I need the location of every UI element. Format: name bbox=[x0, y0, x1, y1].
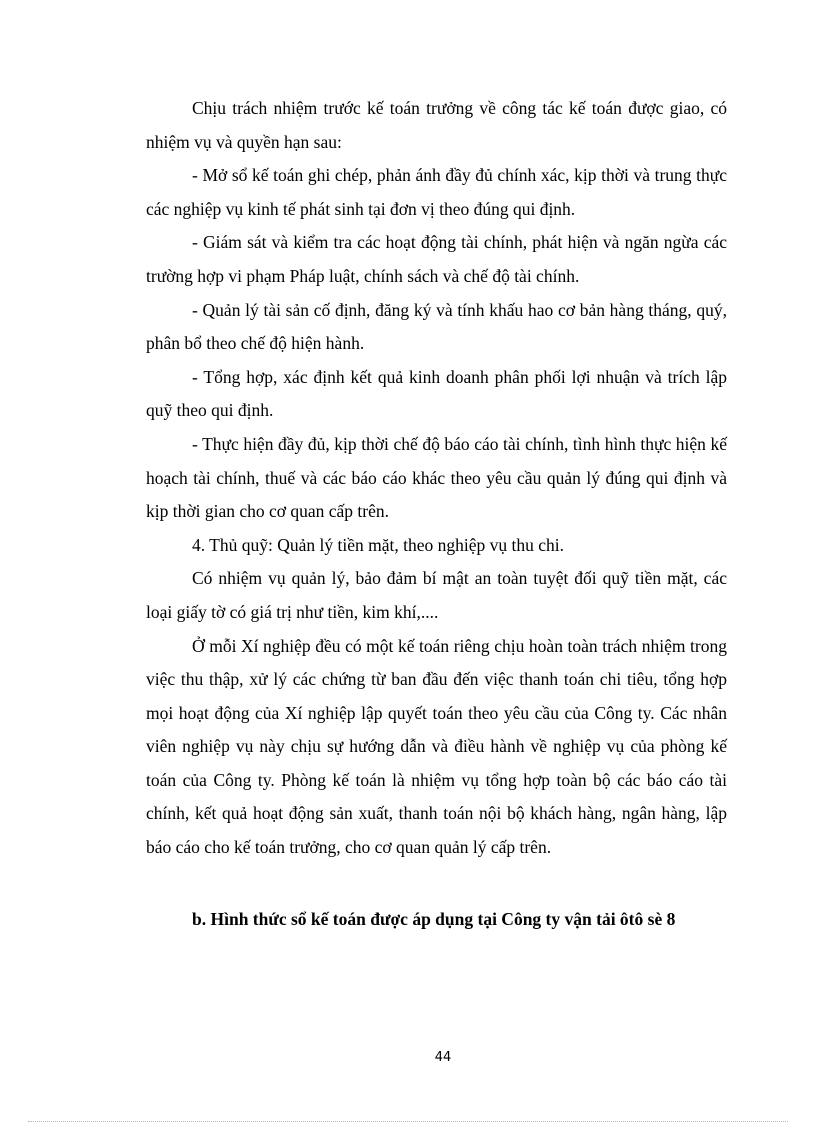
paragraph-cashier: 4. Thủ quỹ: Quản lý tiền mặt, theo nghiệp vụ thu chi. bbox=[192, 534, 564, 555]
paragraph-bookkeeping: - Mở sổ kế toán ghi chép, phản ánh đầy đủ chính xác, kịp thời và trung thực các nghiệp vụ kinh tế phát sinh tại đơn vị theo đúng qui định. bbox=[146, 165, 727, 219]
paragraph-cashier-duties: Có nhiệm vụ quản lý, bảo đảm bí mật an toàn tuyệt đối quỹ tiền mặt, các loại giấy tờ có giá trị như tiền, kim khí,.... bbox=[146, 568, 727, 622]
body-text bbox=[146, 92, 727, 865]
paragraph-responsibility: Chịu trách nhiệm trước kế toán trưởng về công tác kế toán được giao, có nhiệm vụ và quyền hạn sau: bbox=[146, 98, 727, 152]
paragraph-enterprise-accounting: Ở mỗi Xí nghiệp đều có một kế toán riêng chịu hoàn toàn trách nhiệm trong việc thu thập, xử lý các chứng từ ban đầu đến việc thanh toán chi tiêu, tổng hợp mọi hoạt động của Xí nghiệp lập quyết toán theo yêu cầu của Công ty. Các nhân viên nghiệp vụ này chịu sự hướng dẫn và điều hành về nghiệp vụ của phòng kế toán của Công ty. Phòng kế toán là nhiệm vụ tổng hợp toàn bộ các báo cáo tài chính, kết quả hoạt động sản xuất, thanh toán nội bộ khách hàng, ngân hàng, lập báo cáo cho kế toán trưởng, cho cơ quan quản lý cấp trên. bbox=[146, 635, 727, 858]
section-heading: b. Hình thức sổ kế toán được áp dụng tại Công ty vận tải ôtô sè 8 bbox=[192, 909, 676, 929]
paragraph-supervision: - Giám sát và kiểm tra các hoạt động tài chính, phát hiện và ngăn ngừa các trường hợp vi phạm Pháp luật, chính sách và chế độ tài chính. bbox=[146, 232, 727, 286]
paragraph-fixed-assets: - Quản lý tài sản cố định, đăng ký và tính khấu hao cơ bản hàng tháng, quý, phân bổ theo chế độ hiện hành. bbox=[146, 299, 727, 354]
paragraph-business-results: - Tổng hợp, xác định kết quả kinh doanh phân phối lợi nhuận và trích lập quỹ theo qui định. bbox=[146, 366, 727, 421]
paragraph-financial-reports: - Thực hiện đầy đủ, kịp thời chế độ báo cáo tài chính, tình hình thực hiện kế hoạch tài chính, thuế và các báo cáo khác theo yêu cầu quản lý đúng qui định và kịp thời gian cho cơ quan cấp trên. bbox=[146, 433, 727, 522]
footer-dotted-rule bbox=[28, 1121, 788, 1122]
page-number: 44 bbox=[434, 1050, 452, 1065]
